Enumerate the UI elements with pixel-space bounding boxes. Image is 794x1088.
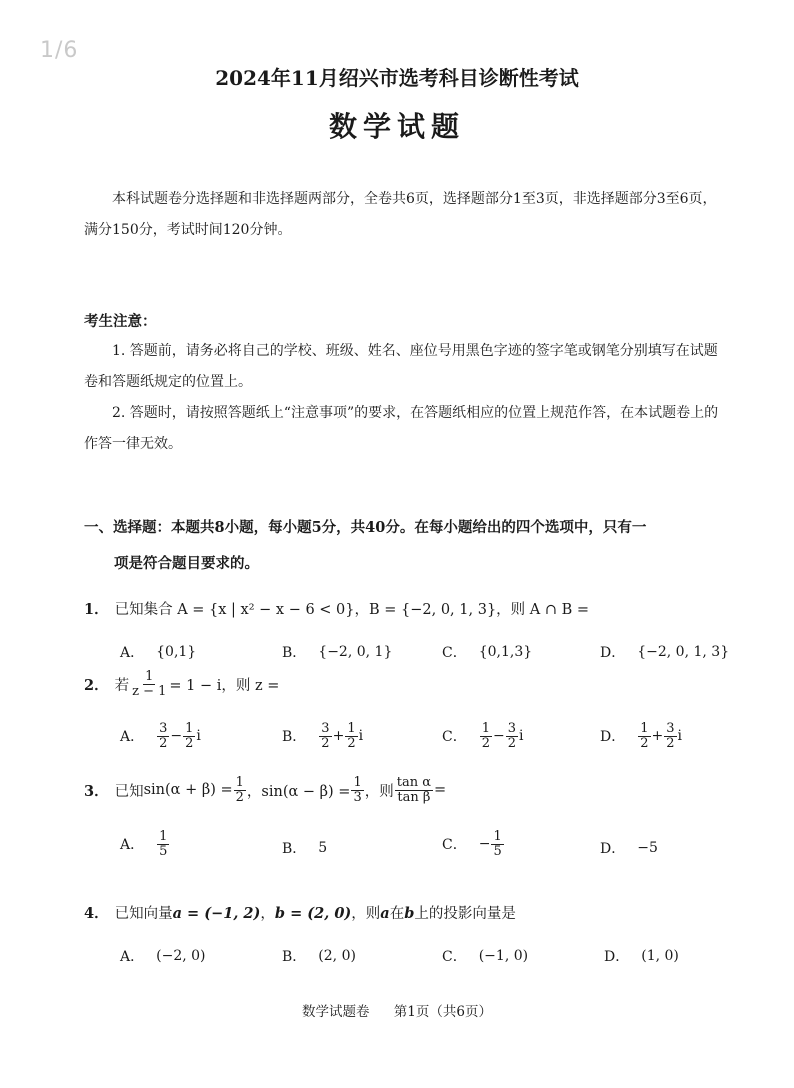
option-text: 5 (318, 840, 328, 856)
operator: + (651, 728, 664, 745)
fraction-numerator: 1 (640, 721, 649, 736)
fraction-denominator: 2 (640, 735, 649, 751)
question-math: ，则 (364, 783, 394, 800)
option-c (442, 642, 532, 662)
option-b (282, 946, 356, 966)
vector-b-definition: b = (2, 0) (274, 905, 352, 922)
separator: ， (260, 906, 275, 922)
fraction (130, 670, 168, 698)
fraction-numerator: 3 (321, 721, 330, 736)
option-c (442, 830, 505, 858)
question-math: sin(α + β) = (143, 782, 233, 799)
option-label: B． (282, 949, 307, 965)
option-text: (−1, 0) (478, 948, 529, 964)
option-label: A． (120, 645, 145, 661)
question-stem: 已知集合 (114, 602, 173, 618)
option-text: −5 (637, 840, 658, 856)
fraction-denominator: tan β (397, 789, 431, 805)
fraction-numerator: 1 (235, 775, 244, 790)
fraction (345, 722, 357, 750)
option-text: (−2, 0) (156, 948, 206, 964)
fraction (319, 722, 331, 750)
fraction (491, 830, 503, 858)
question-stem: 已知向量 (114, 906, 173, 922)
notice-item: 2. 答题时，请按照答题纸上“注意事项”的要求，在答题纸相应的位置上规范作答，在本试题卷上的作答一律无效。 (84, 405, 719, 452)
fraction-numerator: 1 (347, 721, 356, 736)
imaginary-unit: i (519, 728, 524, 745)
option-label: A． (120, 729, 145, 746)
fraction-denominator: 3 (353, 789, 362, 805)
operator: + (332, 728, 345, 745)
question-math: = (434, 782, 447, 799)
option-label: D． (600, 645, 626, 661)
fraction (664, 722, 676, 750)
option-c (442, 722, 524, 750)
fraction (506, 722, 518, 750)
page-indicator: 1/6 (40, 38, 79, 63)
question-2 (84, 670, 279, 698)
imaginary-unit: i (196, 728, 201, 745)
question-stem: 已知 (114, 783, 144, 800)
option-label: C． (442, 729, 467, 746)
option-text: {−2, 0, 1, 3} (637, 644, 730, 660)
question-text: 上的投影向量是 (414, 906, 516, 922)
option-text: (2, 0) (318, 948, 356, 964)
exam-subtitle: 数学试题 (328, 110, 465, 143)
option-b (282, 722, 363, 750)
fraction (395, 776, 433, 804)
fraction (183, 722, 195, 750)
fraction-denominator: 2 (235, 789, 244, 805)
fraction (351, 776, 363, 804)
question-text: 在 (389, 906, 405, 922)
operator: − (493, 728, 505, 745)
fraction-denominator: 2 (321, 735, 330, 751)
question-text: ，则 (351, 906, 381, 922)
imaginary-unit: i (358, 728, 364, 745)
option-label: C． (442, 645, 467, 661)
option-text: (1, 0) (641, 948, 679, 964)
vector-a-definition: a = (−1, 2) (172, 905, 261, 922)
option-d (604, 946, 679, 966)
question-number: 1． (84, 601, 109, 618)
option-label: B． (282, 841, 307, 857)
operator: − (478, 836, 491, 853)
option-d (600, 838, 658, 858)
section-heading (84, 510, 734, 582)
fraction-denominator: 2 (347, 735, 356, 751)
option-label: B． (282, 729, 307, 746)
option-b (282, 642, 392, 662)
footer-page-number: 第1页（共6页） (393, 1004, 492, 1020)
question-number: 2． (84, 676, 109, 694)
vector-b-symbol: b (404, 905, 415, 922)
option-label: A． (120, 949, 145, 965)
fraction-denominator: 2 (159, 735, 168, 751)
fraction-numerator: 1 (145, 669, 154, 684)
fraction-numerator: 3 (159, 721, 168, 736)
option-c (442, 946, 528, 966)
fraction-numerator: 3 (666, 721, 675, 736)
fraction (638, 722, 650, 750)
imaginary-unit: i (677, 728, 683, 745)
question-stem: 若 (114, 677, 130, 694)
fraction-denominator: 5 (159, 843, 168, 859)
option-label: D． (600, 841, 626, 857)
question-3 (84, 776, 446, 804)
option-label: D． (600, 729, 626, 746)
fraction-numerator: tan α (396, 775, 432, 790)
fraction-denominator: 5 (493, 843, 502, 859)
option-text: {0,1,3} (478, 644, 533, 660)
section-heading-line: 项是符合题目要求的。 (114, 555, 259, 572)
exam-title: 2024年11月绍兴市选考科目诊断性考试 (215, 66, 579, 90)
question-math: ，sin(α − β) = (246, 783, 351, 800)
notice-heading: 考生注意： (84, 313, 157, 330)
fraction-numerator: 1 (481, 721, 490, 736)
option-label: B． (282, 645, 307, 661)
fraction (234, 776, 246, 804)
fraction-numerator: 1 (159, 829, 168, 844)
operator: − (170, 728, 183, 745)
option-a (120, 642, 196, 662)
footer-paper-name: 数学试题卷 (302, 1004, 370, 1020)
option-label: D． (604, 949, 630, 965)
option-a (120, 722, 201, 750)
option-a (120, 830, 170, 858)
fraction-denominator: 2 (507, 735, 517, 751)
notice-item: 1. 答题前，请务必将自己的学校、班级、姓名、座位号用黑色字迹的签字笔或钢笔分别填写在试题卷和答题纸规定的位置上。 (84, 343, 718, 390)
fraction-denominator: 2 (185, 735, 194, 751)
option-label: A． (120, 837, 145, 854)
option-d (600, 722, 682, 750)
fraction-numerator: 1 (493, 829, 502, 844)
option-label: C． (442, 837, 467, 854)
fraction-numerator: 3 (507, 721, 517, 736)
fraction (157, 722, 169, 750)
option-d (600, 642, 729, 662)
question-4 (84, 902, 516, 923)
fraction (157, 830, 169, 858)
option-label: C． (442, 949, 467, 965)
question-number: 4． (84, 905, 109, 922)
fraction-denominator: 2 (666, 735, 675, 751)
option-text: {0,1} (156, 644, 197, 660)
option-text: {−2, 0, 1} (318, 644, 393, 660)
page-footer (0, 1000, 794, 1020)
vector-a-symbol: a (380, 905, 390, 922)
question-1 (84, 598, 589, 619)
fraction-numerator: 1 (353, 775, 362, 790)
section-heading-line: 一、选择题：本题共8小题，每小题5分，共40分。在每小题给出的四个选项中，只有一 (84, 519, 647, 536)
fraction (480, 722, 492, 750)
fraction-denominator: z − 1 (132, 683, 167, 699)
fraction-denominator: 2 (481, 735, 490, 751)
question-math: A = {x | x² − x − 6 < 0}，B = {−2, 0, 1, 3}，则 A ∩ B = (177, 602, 590, 618)
fraction-numerator: 1 (185, 721, 194, 736)
option-a (120, 946, 206, 966)
option-b (282, 838, 327, 858)
question-math: = 1 − i，则 z = (169, 677, 280, 694)
question-number: 3． (84, 782, 109, 800)
intro-paragraph: 本科试题卷分选择题和非选择题两部分，全卷共6页，选择题部分1至3页，非选择题部分3至6页，满分150分，考试时间120分钟。 (84, 191, 717, 238)
